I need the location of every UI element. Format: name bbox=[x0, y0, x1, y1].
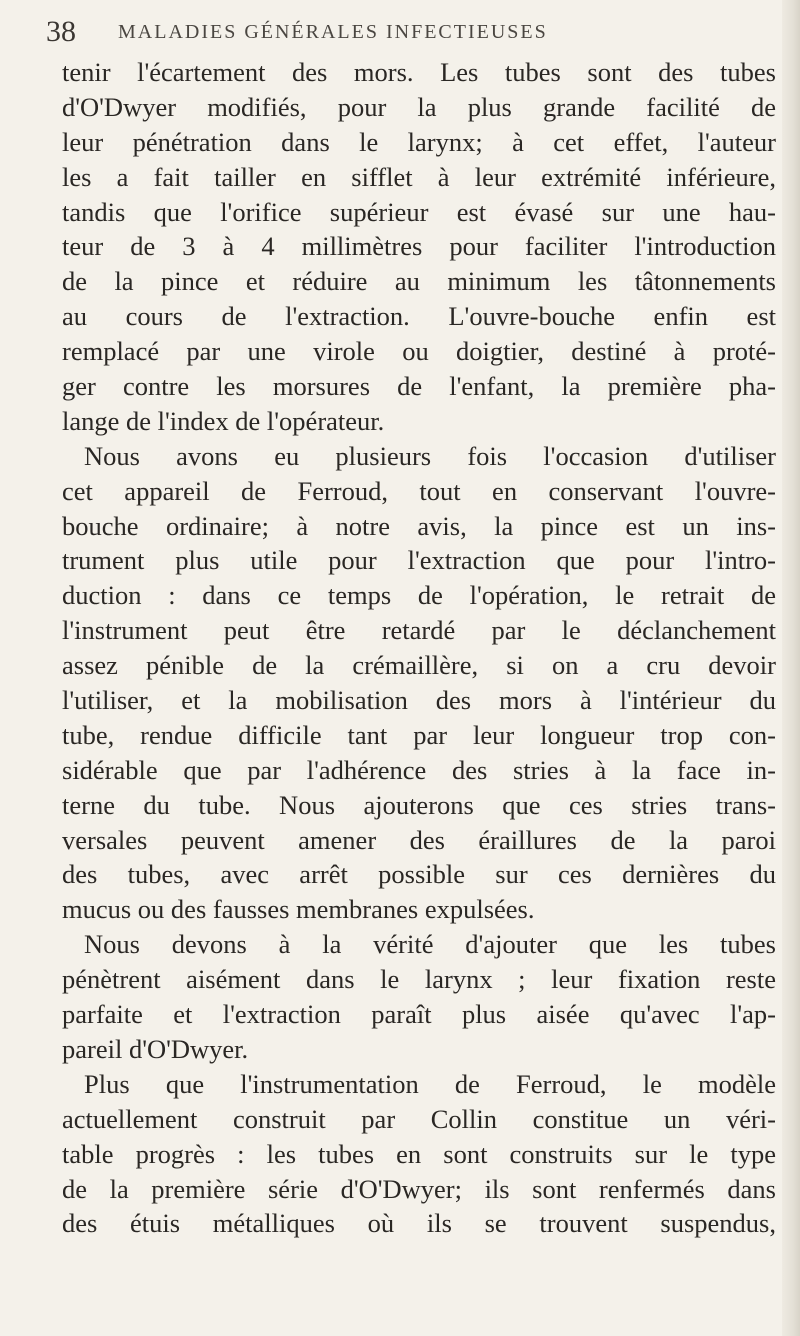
text-line: table progrès : les tubes en sont construits sur le type bbox=[62, 1138, 776, 1169]
text-line: pareil d'O'Dwyer. bbox=[62, 1033, 249, 1064]
text-line: des étuis métalliques où ils se trouvent suspendus, bbox=[62, 1208, 776, 1239]
page-edge bbox=[782, 0, 800, 1336]
text-line: l'utiliser, et la mobilisation des mors à l'intérieur du bbox=[62, 685, 776, 716]
text-line: au cours de l'extraction. L'ouvre-bouche enfin est bbox=[62, 301, 776, 332]
text-line: ger contre les morsures de l'enfant, la première pha- bbox=[62, 371, 776, 402]
text-line: tandis que l'orifice supérieur est évasé sur une hau- bbox=[62, 196, 776, 227]
page-header bbox=[46, 10, 766, 54]
text-line: d'O'Dwyer modifiés, pour la plus grande facilité de bbox=[62, 91, 776, 122]
text-line: les a fait tailler en sifflet à leur extrémité inférieure, bbox=[62, 161, 776, 192]
text-line: terne du tube. Nous ajouterons que ces stries trans- bbox=[62, 789, 776, 820]
text-line: remplacé par une virole ou doigtier, destiné à proté- bbox=[62, 336, 776, 367]
text-line: des tubes, avec arrêt possible sur ces dernières du bbox=[62, 859, 776, 890]
text-line: de la pince et réduire au minimum les tâtonnements bbox=[62, 266, 776, 297]
text-line: bouche ordinaire; à notre avis, la pince est un ins- bbox=[62, 510, 776, 541]
text-line: Nous avons eu plusieurs fois l'occasion d'utiliser bbox=[84, 440, 776, 471]
text-line: de la première série d'O'Dwyer; ils sont renfermés dans bbox=[62, 1173, 776, 1204]
text-line: trument plus utile pour l'extraction que pour l'intro- bbox=[62, 545, 776, 576]
text-line: tube, rendue difficile tant par leur longueur trop con- bbox=[62, 719, 776, 750]
text-line: mucus ou des fausses membranes expulsées. bbox=[62, 894, 535, 925]
text-line: leur pénétration dans le larynx; à cet effet, l'auteur bbox=[62, 126, 776, 157]
body-text bbox=[62, 55, 776, 1241]
text-line: teur de 3 à 4 millimètres pour faciliter l'introduction bbox=[62, 231, 776, 262]
text-line: pénètrent aisément dans le larynx ; leur fixation reste bbox=[62, 964, 776, 995]
text-line: sidérable que par l'adhérence des stries à la face in- bbox=[62, 754, 776, 785]
text-line: parfaite et l'extraction paraît plus aisée qu'avec l'ap- bbox=[62, 999, 776, 1030]
text-line: duction : dans ce temps de l'opération, le retrait de bbox=[62, 580, 776, 611]
page-number: 38 bbox=[46, 15, 76, 48]
text-line: lange de l'index de l'opérateur. bbox=[62, 405, 385, 436]
running-head: MALADIES GÉNÉRALES INFECTIEUSES bbox=[118, 21, 548, 43]
text-line: cet appareil de Ferroud, tout en conservant l'ouvre- bbox=[62, 475, 776, 506]
text-line: Nous devons à la vérité d'ajouter que les tubes bbox=[84, 929, 776, 960]
text-line: tenir l'écartement des mors. Les tubes sont des tubes bbox=[62, 57, 776, 87]
text-line: l'instrument peut être retardé par le déclanchement bbox=[62, 615, 776, 646]
text-line: versales peuvent amener des éraillures de la paroi bbox=[62, 824, 776, 855]
text-line: Plus que l'instrumentation de Ferroud, le modèle bbox=[84, 1068, 776, 1099]
text-line: actuellement construit par Collin constitue un véri- bbox=[62, 1103, 776, 1134]
text-line: assez pénible de la crémaillère, si on a cru devoir bbox=[62, 650, 776, 681]
